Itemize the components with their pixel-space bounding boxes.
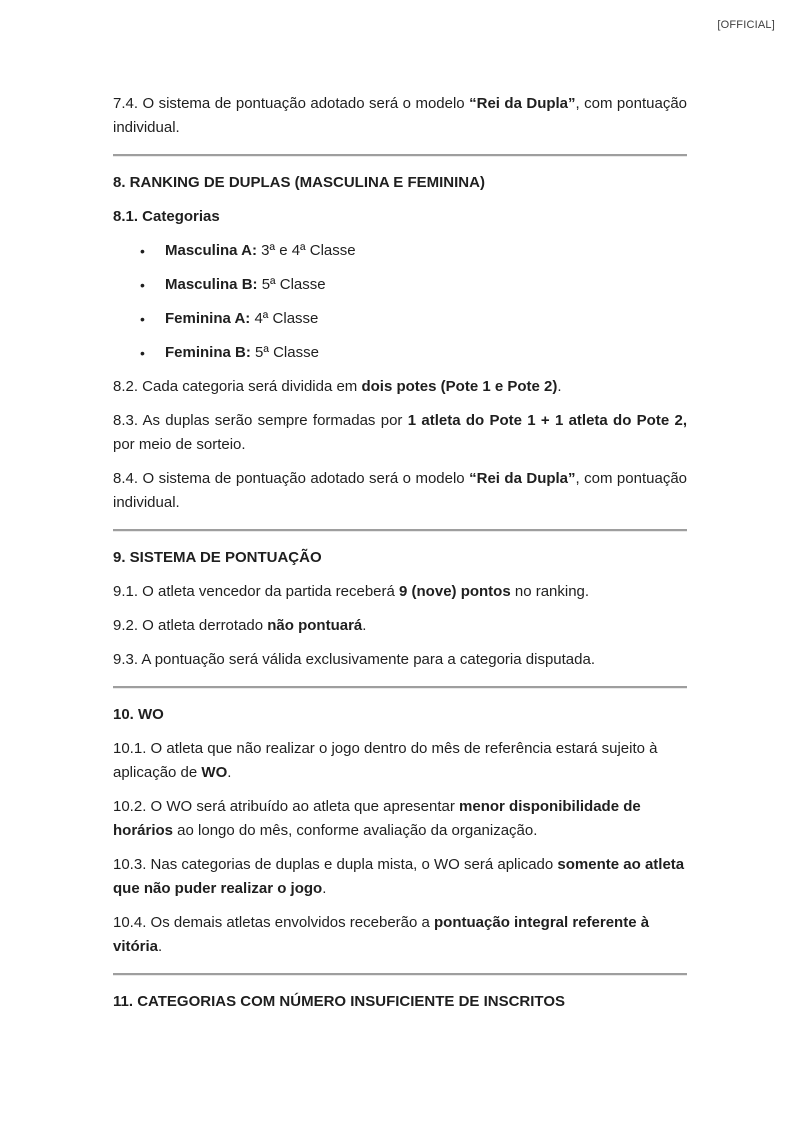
section-divider-3: [113, 686, 687, 689]
text-run: , com pontuação individual.: [113, 470, 687, 511]
heading-8: 8. RANKING DE DUPLAS (MASCULINA E FEMININA): [113, 174, 485, 191]
section-divider-4: [113, 973, 687, 976]
paragraph-8-4: [113, 467, 687, 515]
bold-text-run: dois potes (Pote 1 e Pote 2): [361, 378, 558, 395]
bold-text-run: Feminina A:: [165, 310, 251, 327]
paragraph-10-3: [113, 853, 687, 901]
text-run: 10.4. Os demais atletas envolvidos receberão a: [113, 914, 435, 931]
bold-text-run: somente ao atleta que não puder realizar o jogo: [113, 856, 685, 897]
text-run: no ranking.: [510, 583, 590, 600]
text-run: 9.3. A pontuação será válida exclusivamente para a categoria disputada.: [113, 651, 595, 668]
bold-text-run: menor disponibilidade de horários: [113, 798, 641, 839]
section-divider-1: [113, 154, 687, 157]
text-run: .: [158, 938, 163, 955]
bold-text-run: Masculina B:: [165, 276, 258, 293]
text-run: 10.3. Nas categorias de duplas e dupla mista, o WO será aplicado: [113, 856, 558, 873]
bullet-icon: •: [140, 277, 145, 293]
paragraph-8-3: [113, 409, 687, 457]
text-run: .: [322, 880, 327, 897]
bold-text-run: não pontuará: [267, 617, 363, 634]
text-run: 7.4. O sistema de pontuação adotado será o modelo: [113, 95, 470, 112]
text-run: por meio de sorteio.: [113, 436, 246, 453]
bullet-icon: •: [140, 243, 145, 259]
bold-text-run: pontuação integral referente à vitória: [113, 914, 650, 955]
paragraph-9-1: [113, 580, 687, 604]
paragraph-10-1: [113, 737, 687, 785]
paragraph-10-2: [113, 795, 687, 843]
text-run: 8.3. As duplas serão sempre formadas por: [113, 412, 408, 429]
official-watermark: [OFFICIAL]: [717, 19, 775, 31]
text-run: 8.2. Cada categoria será dividida em: [113, 378, 362, 395]
paragraph-8-2: [113, 375, 687, 399]
text-run: ao longo do mês, conforme avaliação da organização.: [173, 822, 538, 839]
paragraph-10-4: [113, 911, 687, 959]
paragraph-9-3: [113, 648, 687, 672]
paragraph-7-4: [113, 92, 687, 140]
bold-text-run: Feminina B:: [165, 344, 251, 361]
document-body: [113, 92, 687, 1024]
section-divider-2: [113, 529, 687, 532]
paragraph-9-2: [113, 614, 687, 638]
bold-text-run: WO: [201, 764, 228, 781]
bullet-icon: •: [140, 345, 145, 361]
heading-10: 10. WO: [113, 706, 164, 723]
text-run: 9.2. O atleta derrotado: [113, 617, 268, 634]
text-run: 9.1. O atleta vencedor da partida receberá: [113, 583, 400, 600]
heading-8-1: 8.1. Categorias: [113, 208, 220, 225]
text-run: 5ª Classe: [257, 276, 326, 293]
category-item: [113, 273, 687, 297]
heading-11: 11. CATEGORIAS COM NÚMERO INSUFICIENTE DE INSCRITOS: [113, 993, 565, 1010]
text-run: , com pontuação individual.: [113, 95, 687, 136]
text-run: .: [557, 378, 562, 395]
bold-text-run: 1 atleta do Pote 1 + 1 atleta do Pote 2,: [407, 412, 687, 429]
bold-text-run: 9 (nove) pontos: [399, 583, 511, 600]
bold-text-run: Masculina A:: [165, 242, 257, 259]
category-list: [113, 239, 687, 365]
text-run: 4ª Classe: [250, 310, 319, 327]
text-run: 10.2. O WO será atribuído ao atleta que apresentar: [113, 798, 460, 815]
text-run: 5ª Classe: [250, 344, 319, 361]
text-run: 8.4. O sistema de pontuação adotado será o modelo: [113, 470, 470, 487]
bold-text-run: “Rei da Dupla”: [469, 95, 576, 112]
category-item: [113, 239, 687, 263]
text-run: 3ª e 4ª Classe: [256, 242, 356, 259]
text-run: .: [227, 764, 232, 781]
heading-9: 9. SISTEMA DE PONTUAÇÃO: [113, 549, 322, 566]
category-item: [113, 307, 687, 331]
bold-text-run: “Rei da Dupla”: [469, 470, 576, 487]
text-run: .: [362, 617, 367, 634]
text-run: 10.1. O atleta que não realizar o jogo dentro do mês de referência estará sujeito à aplicação de: [113, 740, 658, 781]
category-item: [113, 341, 687, 365]
bullet-icon: •: [140, 311, 145, 327]
